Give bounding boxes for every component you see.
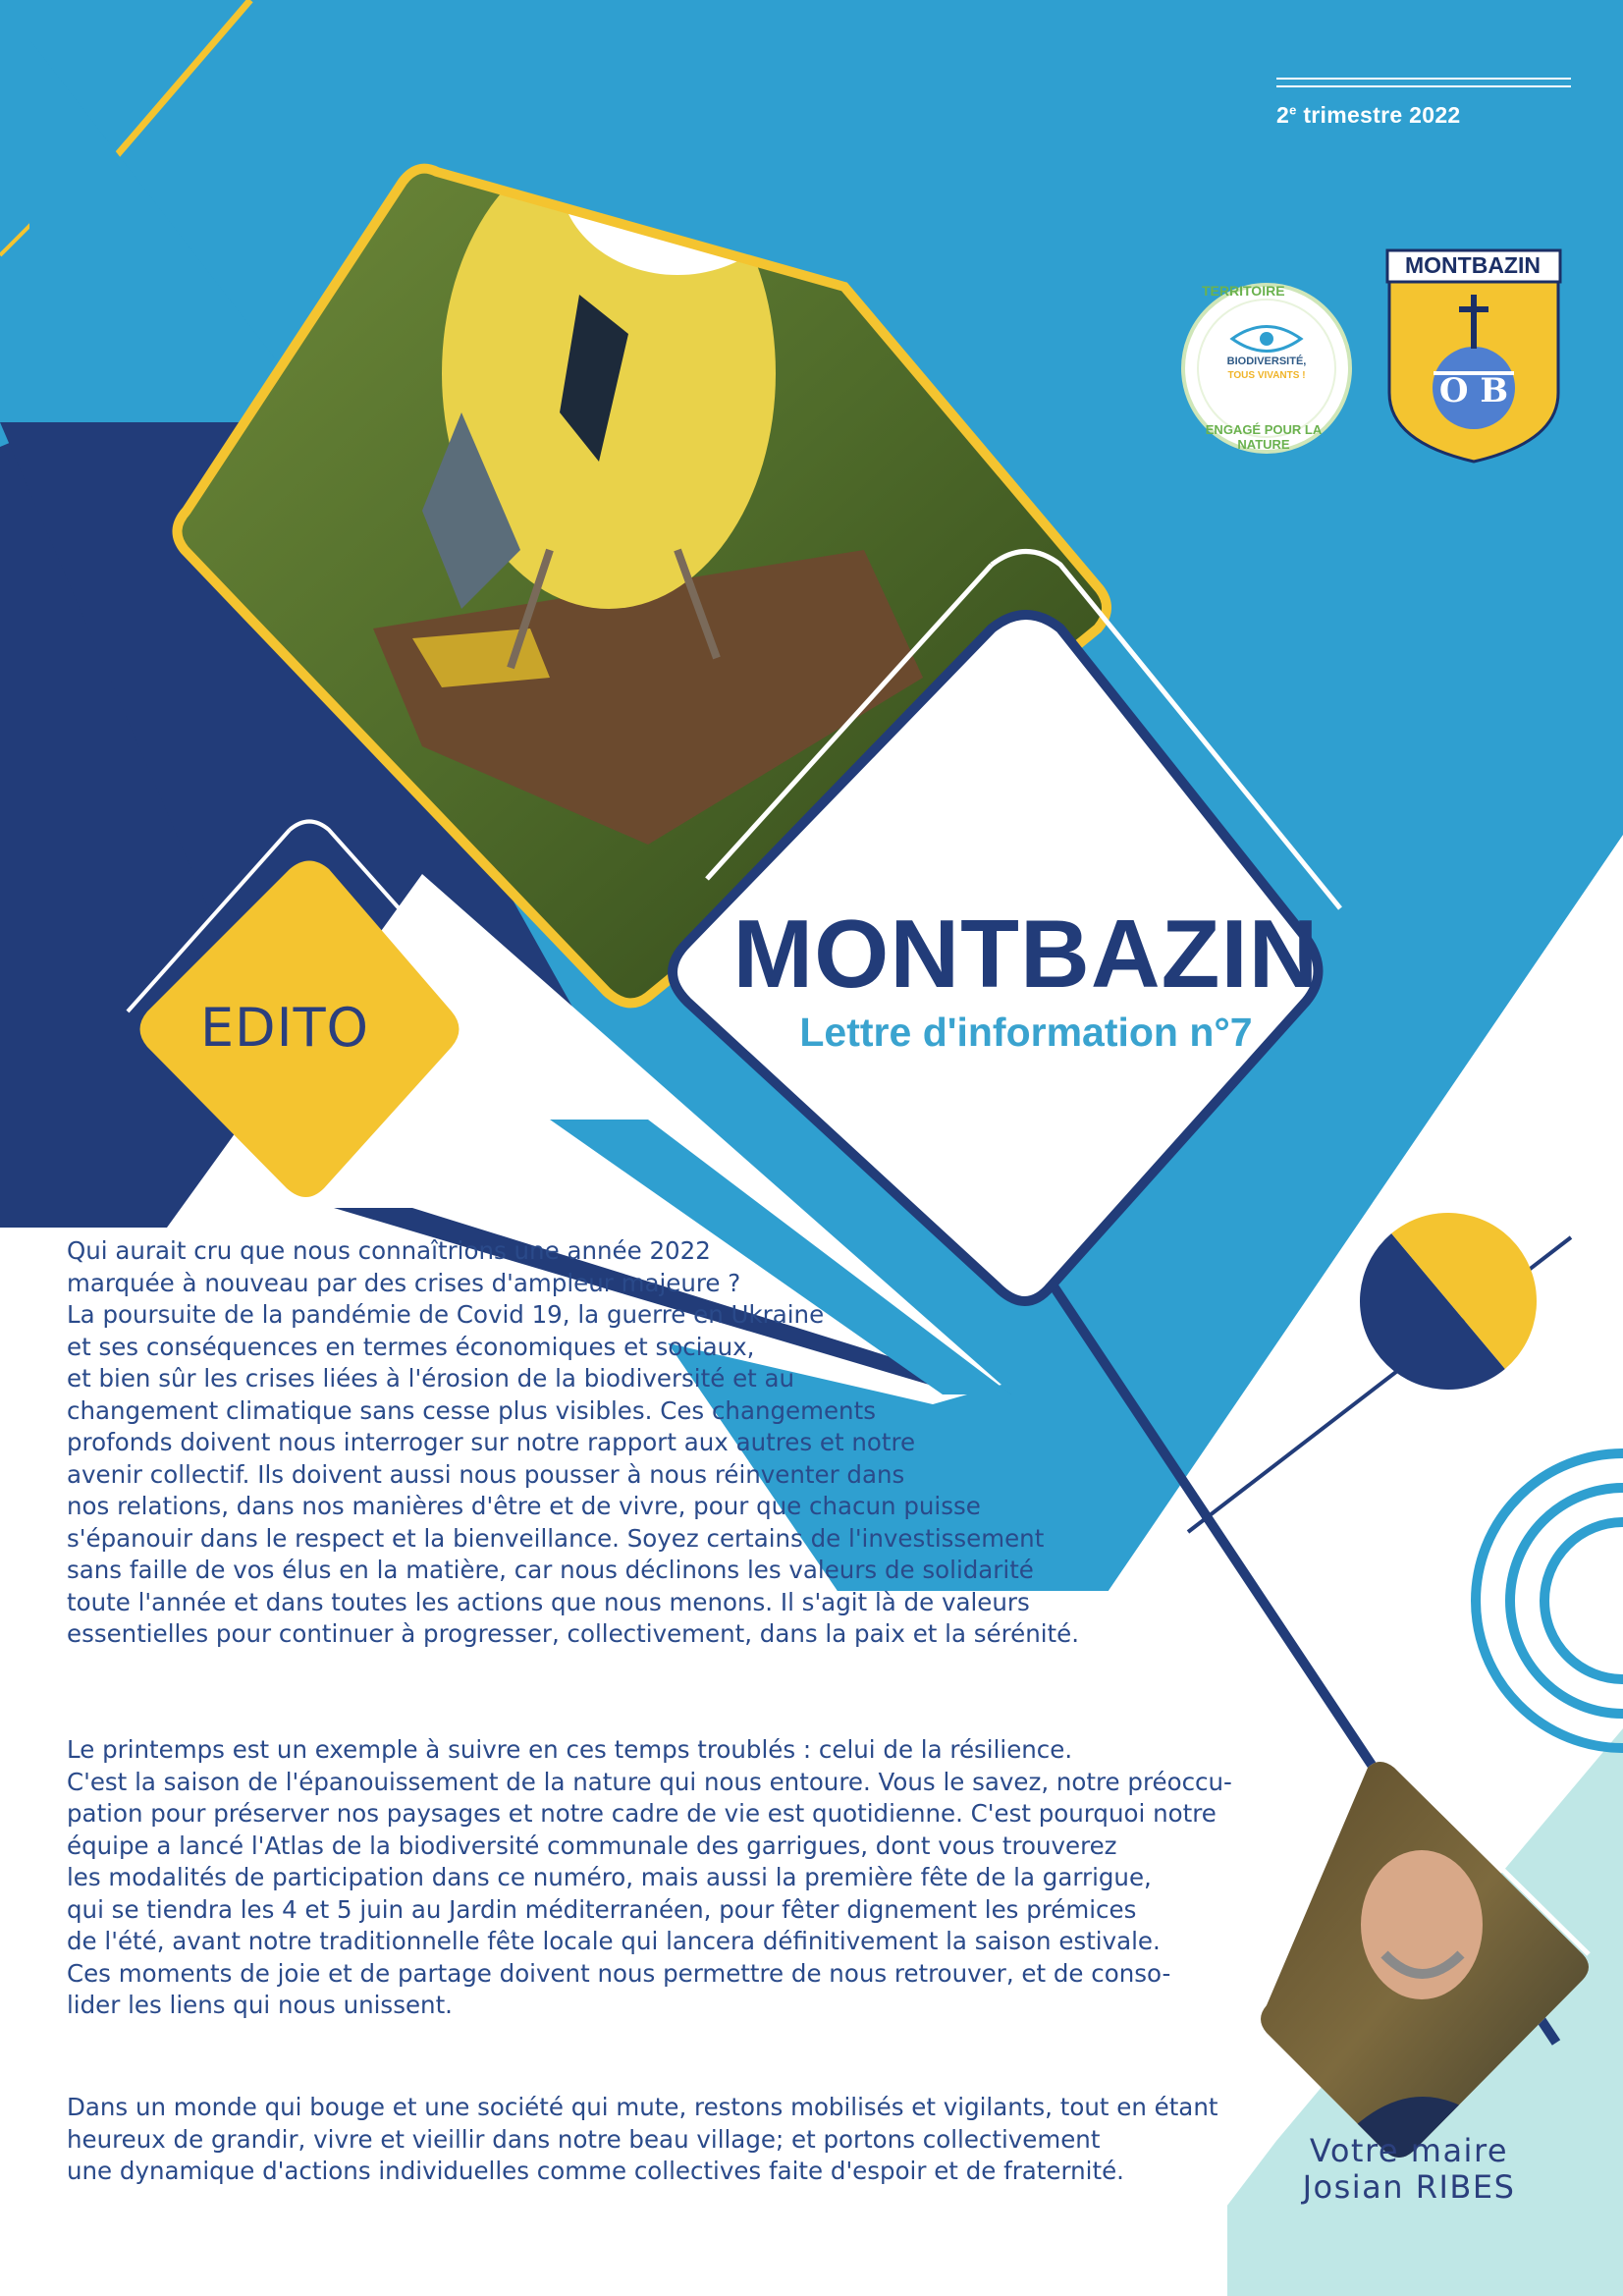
editorial-line: profonds doivent nous interroger sur notre rapport aux autres et notre bbox=[67, 1428, 916, 1456]
editorial-line: Dans un monde qui bouge et une société qui mute, restons mobilisés et vigilants, tout en étant bbox=[67, 2093, 1218, 2121]
editorial-line: s'épanouir dans le respect et la bienveillance. Soyez certains de l'investissement bbox=[67, 1523, 1045, 1553]
editorial-paragraph-2 bbox=[67, 1734, 1232, 2022]
editorial-line: Le printemps est un exemple à suivre en ces temps troublés : celui de la résilience. bbox=[67, 1735, 1073, 1764]
editorial-paragraph-3 bbox=[67, 2092, 1217, 2188]
edito-label: EDITO bbox=[199, 997, 370, 1059]
masthead-title: MONTBAZIN bbox=[732, 900, 1320, 1008]
editorial-line: et bien sûr les crises liées à l'érosion de la biodiversité et au bbox=[67, 1364, 795, 1393]
editorial-line: Qui aurait cru que nous connaîtrions une année 2022 bbox=[67, 1236, 711, 1265]
editorial-line: heureux de grandir, vivre et vieillir dans notre beau village; et portons collectivement bbox=[67, 2124, 1101, 2154]
editorial-line: changement climatique sans cesse plus visibles. Ces changements bbox=[67, 1395, 876, 1425]
badge-middle-line1: BIODIVERSITÉ, bbox=[1226, 355, 1307, 367]
editorial-line: et ses conséquences en termes économiques et sociaux, bbox=[67, 1332, 755, 1361]
editorial-line: essentielles pour continuer à progresser, collectivement, dans la paix et la sérénité. bbox=[67, 1619, 1080, 1648]
editorial-line: pation pour préserver nos paysages et notre cadre de vie est quotidienne. C'est pourquoi notre bbox=[67, 1799, 1217, 1828]
badge-bottom-text: ENGAGÉ POUR LA NATURE bbox=[1205, 422, 1323, 452]
badge-top-text: TERRITOIRE bbox=[1202, 283, 1285, 299]
signature-title: Votre maire bbox=[1309, 2132, 1509, 2169]
mayor-signature bbox=[1262, 2133, 1556, 2206]
editorial-line: sans faille de vos élus en la matière, car nous déclinons les valeurs de solidarité bbox=[67, 1556, 1034, 1584]
editorial-line: de l'été, avant notre traditionnelle fête locale qui lancera définitivement la saison estivale. bbox=[67, 1927, 1161, 1955]
editorial-line: les modalités de participation dans ce numéro, mais aussi la première fête de la garrigue, bbox=[67, 1863, 1152, 1891]
town-logo-letters: O B bbox=[1438, 371, 1509, 410]
editorial-line: qui se tiendra les 4 et 5 juin au Jardin méditerranéen, pour fêter dignement les prémices bbox=[67, 1894, 1137, 1924]
masthead-subtitle: Lettre d'information n°7 bbox=[799, 1010, 1253, 1055]
badge-middle-line2: TOUS VIVANTS ! bbox=[1227, 370, 1306, 381]
editorial-line: La poursuite de la pandémie de Covid 19, la guerre en Ukraine bbox=[67, 1300, 825, 1329]
editorial-line: lider les liens qui nous unissent. bbox=[67, 1991, 453, 2019]
town-logo-name: MONTBAZIN bbox=[1405, 252, 1541, 278]
editorial-line: équipe a lancé l'Atlas de la biodiversité communale des garrigues, dont vous trouverez bbox=[67, 1831, 1117, 1860]
editorial-line: avenir collectif. Ils doivent aussi nous pousser à nous réinventer dans bbox=[67, 1459, 905, 1489]
signature-name: Josian RIBES bbox=[1302, 2168, 1516, 2206]
editorial-line: Ces moments de joie et de partage doivent nous permettre de nous retrouver, et de conso- bbox=[67, 1958, 1171, 1988]
editorial-line: marquée à nouveau par des crises d'ampleur majeure ? bbox=[67, 1268, 741, 1297]
issue-quarter: 2e trimestre 2022 bbox=[1276, 102, 1461, 128]
editorial-line: toute l'année et dans toutes les actions que nous menons. Il s'agit là de valeurs bbox=[67, 1587, 1030, 1616]
editorial-line: C'est la saison de l'épanouissement de la nature qui nous entoure. Vous le savez, notre préoccu- bbox=[67, 1767, 1232, 1796]
editorial-paragraph-1 bbox=[67, 1235, 1079, 1651]
editorial-line: une dynamique d'actions individuelles comme collectives faite d'espoir et de fraternité. bbox=[67, 2157, 1124, 2185]
editorial-line: nos relations, dans nos manières d'être et de vivre, pour que chacun puisse bbox=[67, 1492, 981, 1520]
